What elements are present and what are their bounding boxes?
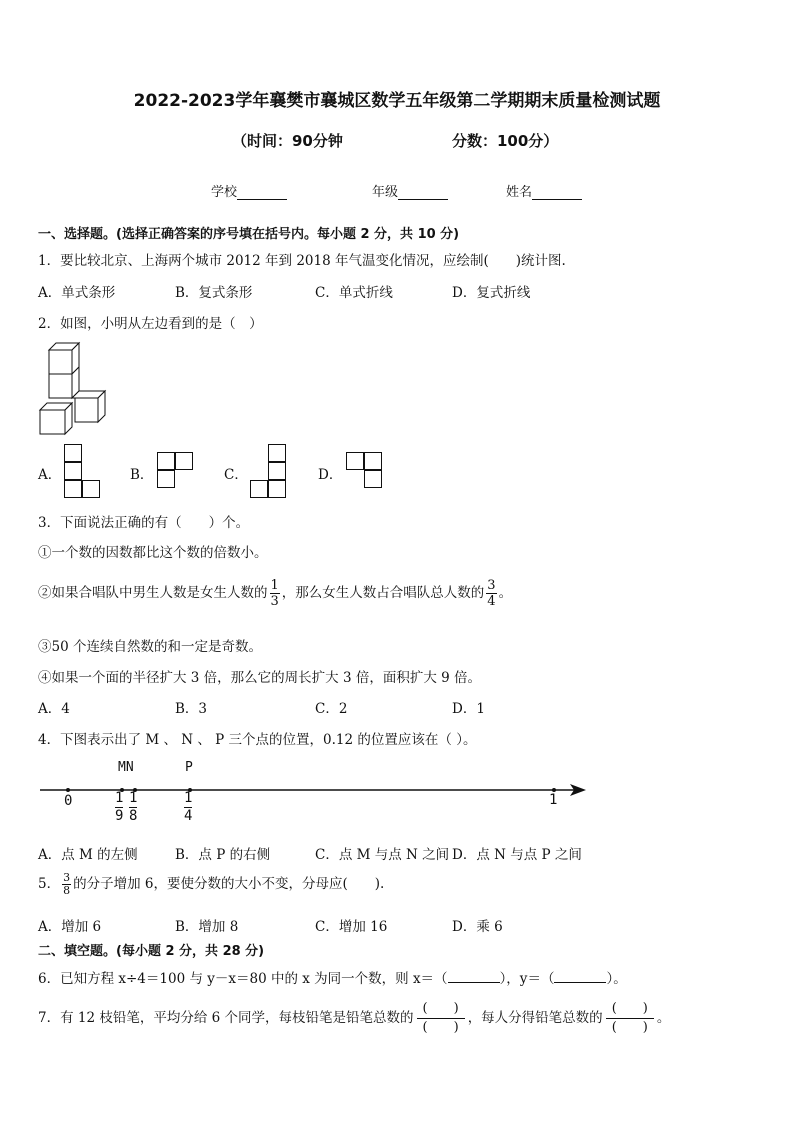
q6-text: 6．已知方程 x÷4＝100 与 y－x＝80 中的 x 为同一个数，则 x＝（ ），y＝（ ）。	[38, 971, 627, 987]
q5-option-d[interactable]: D．乘 6	[452, 919, 503, 935]
q1-option-d[interactable]: D．复式折线	[452, 285, 531, 301]
section1-heading: 一、选择题。(选择正确答案的序号填在括号内。每小题 2 分，共 10 分)	[38, 227, 460, 242]
q4-option-d[interactable]: D．点 N 与点 P 之间	[452, 847, 582, 863]
q4-option-b[interactable]: B．点 P 的右侧	[175, 847, 271, 863]
q7-answer-fraction-2[interactable]: $\frac{( )}{( )}$	[606, 1000, 654, 1037]
grade-label: 年级	[372, 185, 399, 200]
grade-blank[interactable]	[398, 186, 448, 200]
q3-s2-part-b: ，那么女生人数占合唱队总人数的	[281, 585, 485, 601]
q1-option-a[interactable]: A．单式条形	[38, 285, 116, 301]
q3-statement-1: ①一个数的因数都比这个数的倍数小。	[38, 545, 268, 561]
label-mn: MN	[118, 760, 134, 775]
q5-option-c[interactable]: C．增加 16	[315, 919, 388, 935]
fraction-one-eighth: 1 8	[129, 790, 138, 824]
q3-statement-4: ④如果一个面的半径扩大 3 倍，那么它的周长扩大 3 倍，面积扩大 9 倍。	[38, 670, 482, 686]
exam-score: 分数：100分）	[452, 132, 559, 150]
fraction-three-quarters: $\frac{3}{4}$	[487, 578, 496, 609]
q2-option-a-label[interactable]: A．	[38, 467, 62, 483]
name-blank[interactable]	[532, 186, 582, 200]
q1-option-b[interactable]: B．复式条形	[175, 285, 253, 301]
q4-text: 4．下图表示出了 M 、 N 、 P 三个点的位置，0.12 的位置应该在（ ）。	[38, 732, 477, 748]
q3-s2-part-c: 。	[498, 585, 513, 601]
school-blank[interactable]	[237, 186, 287, 200]
section2-heading: 二、填空题。(每小题 2 分，共 28 分)	[38, 944, 265, 959]
q2-text: 2．如图，小明从左边看到的是（ ）	[38, 316, 263, 332]
name-field	[506, 181, 582, 200]
school-field	[211, 181, 287, 200]
fraction-one-ninth: 1 9	[115, 790, 124, 824]
q2-option-c-figure[interactable]	[250, 444, 290, 500]
q4-option-a[interactable]: A．点 M 的左侧	[38, 847, 138, 863]
y-answer-blank[interactable]	[554, 970, 606, 983]
q2-option-b-label[interactable]: B．	[130, 467, 154, 483]
label-zero: 0	[64, 793, 73, 809]
q3-text: 3．下面说法正确的有（ ）个。	[38, 515, 250, 531]
q2-option-c-label[interactable]: C．	[224, 467, 248, 483]
label-one: 1	[549, 792, 558, 808]
fraction-one-quarter: 1 4	[184, 790, 193, 824]
q3-option-d[interactable]: D．1	[452, 701, 485, 717]
q2-option-a-figure[interactable]	[64, 444, 104, 500]
q2-option-b-figure[interactable]	[157, 452, 197, 492]
fraction-three-eighths: $\frac{3}{8}$	[63, 871, 71, 897]
school-label: 学校	[211, 185, 238, 200]
number-line-figure	[38, 760, 598, 835]
q2-option-d-label[interactable]: D．	[318, 467, 343, 483]
q3-s2-part-a: ②如果合唱队中男生人数是女生人数的	[38, 585, 268, 601]
page-title: 2022-2023学年襄樊市襄城区数学五年级第二学期期末质量检测试题	[133, 91, 661, 111]
q5-option-a[interactable]: A．增加 6	[38, 919, 102, 935]
q3-option-b[interactable]: B．3	[175, 701, 208, 717]
q1-text: 1．要比较北京、上海两个城市 2012 年到 2018 年气温变化情况，应绘制( )统计图.	[38, 253, 566, 269]
q2-option-d-figure[interactable]	[346, 452, 386, 492]
grade-field	[372, 181, 448, 200]
point-zero	[66, 788, 70, 792]
cube-stack-figure	[38, 340, 110, 438]
q1-option-c[interactable]: C．单式折线	[315, 285, 393, 301]
fraction-one-third: $\frac{1}{3}$	[270, 578, 279, 609]
q7-text: 7．有 12 枝铅笔，平均分给 6 个同学，每枝铅笔是铅笔总数的 $\frac{( )}{( )}$ ，每人分得铅笔总数的 $\frac{( )}{( )}$ 。	[38, 1001, 671, 1035]
q5-text: 5． $\frac{3}{8}$ 的分子增加 6，要使分数的大小不变，分母应( ).	[38, 871, 385, 897]
q5-option-b[interactable]: B．增加 8	[175, 919, 239, 935]
exam-time: （时间：90分钟	[232, 132, 343, 150]
label-p: P	[185, 760, 193, 775]
q3-option-a[interactable]: A．4	[38, 701, 70, 717]
q4-option-c[interactable]: C．点 M 与点 N 之间	[315, 847, 450, 863]
q3-option-c[interactable]: C．2	[315, 701, 348, 717]
name-label: 姓名	[506, 185, 533, 200]
q3-statement-2	[38, 578, 512, 609]
q7-answer-fraction-1[interactable]: $\frac{( )}{( )}$	[417, 1000, 465, 1037]
x-answer-blank[interactable]	[448, 970, 500, 983]
q3-statement-3: ③50 个连续自然数的和一定是奇数。	[38, 639, 262, 655]
